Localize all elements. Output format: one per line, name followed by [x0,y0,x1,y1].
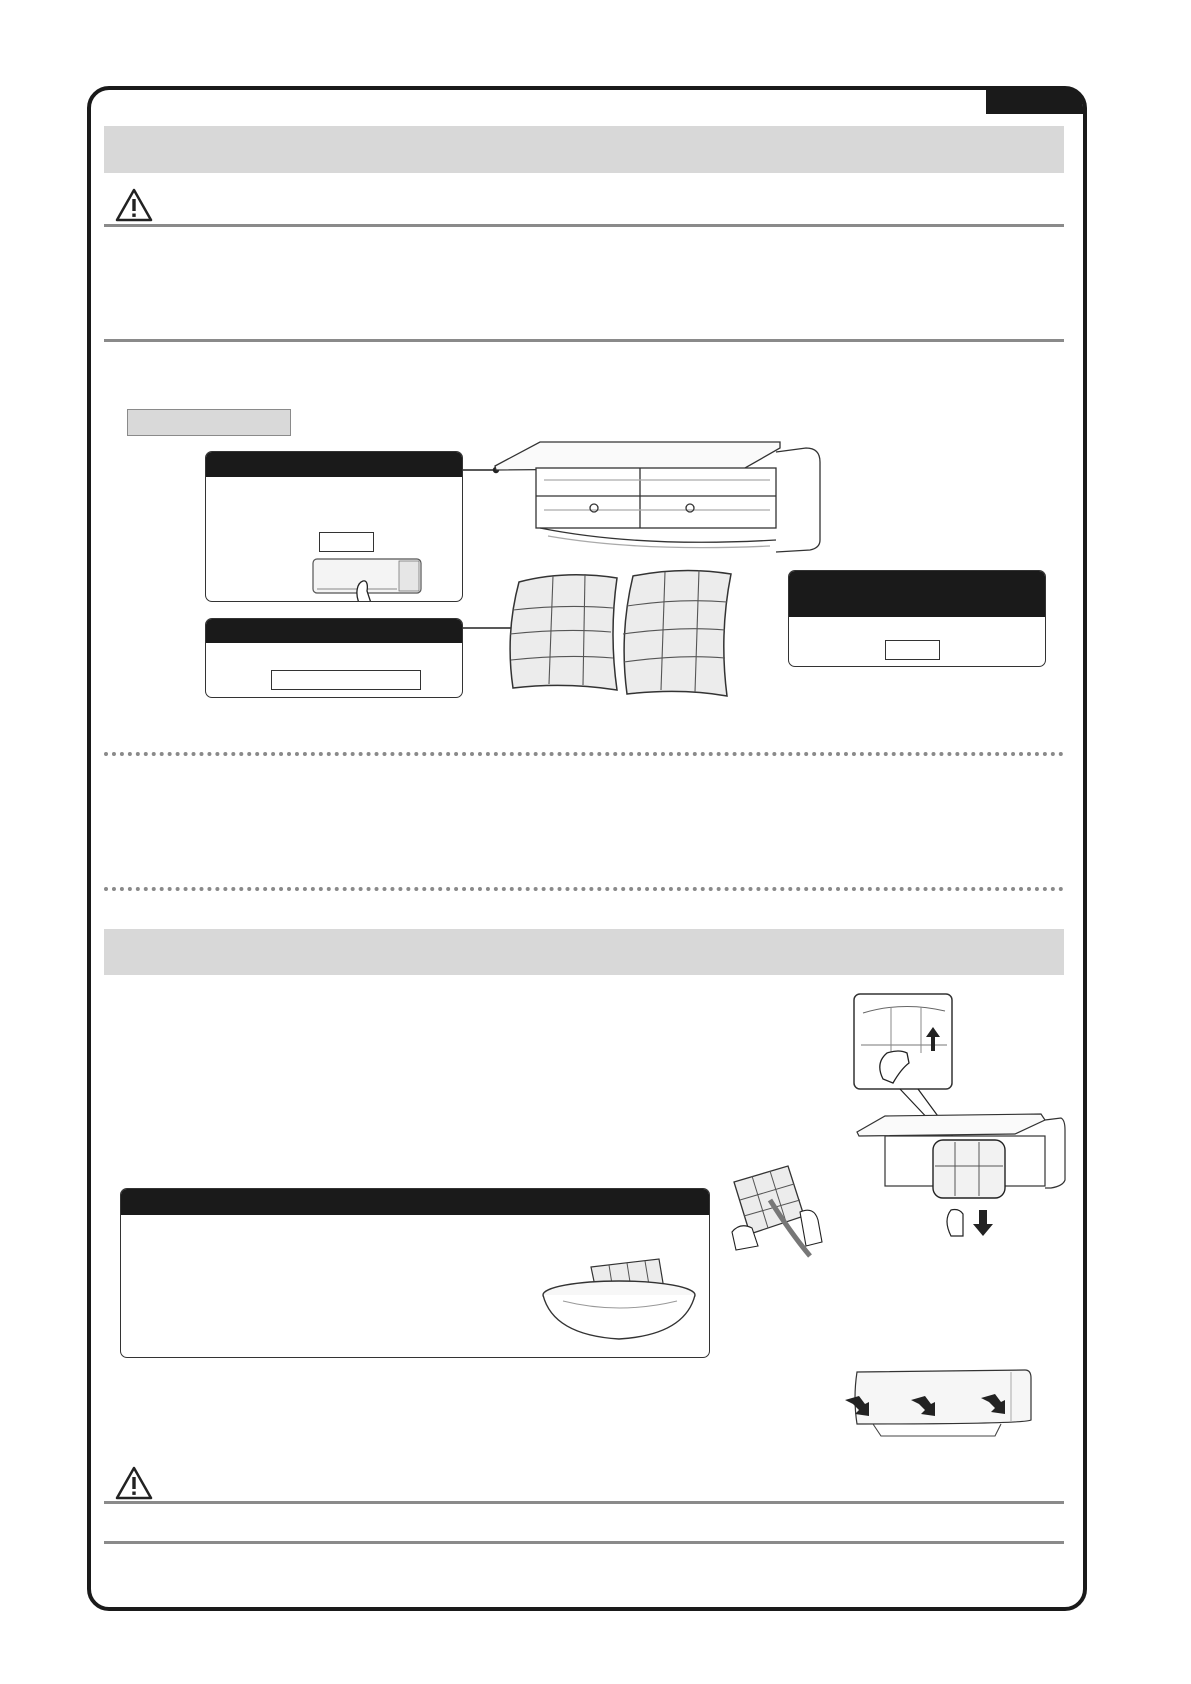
filter-pull-down-illustration [855,1114,1065,1244]
callout-header [121,1189,709,1215]
filter-in-basin-illustration [541,1257,701,1343]
closing-panel-illustration [845,1368,1035,1440]
warning-triangle-icon [115,1466,153,1500]
cleaning-filter-hands-illustration [730,1162,840,1258]
warning-rule-bottom [104,1541,1064,1544]
warning-rule-top [104,1501,1064,1504]
washing-callout [120,1188,710,1358]
